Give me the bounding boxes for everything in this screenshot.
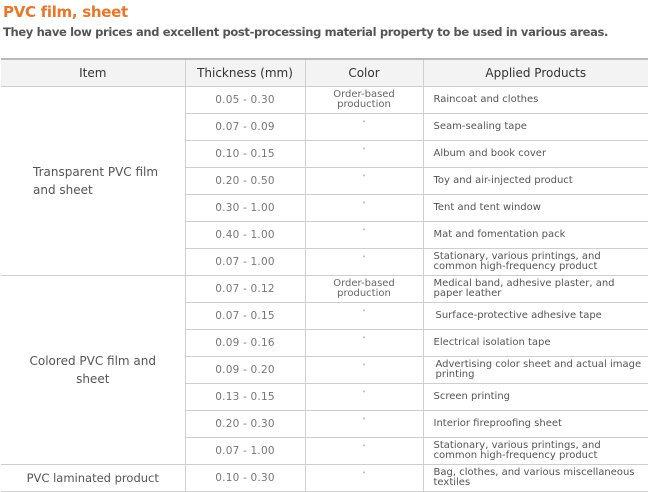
header-item: Item [1, 59, 185, 87]
applied-product-cell: Seam-sealing tape [423, 114, 648, 141]
color-cell: Order-based production [305, 276, 423, 303]
ditto-mark: " [362, 147, 366, 154]
ditto-mark: " [362, 336, 366, 343]
header-thickness: Thickness (mm) [185, 59, 305, 87]
thickness-cell: 0.07 - 0.12 [185, 276, 305, 303]
color-cell [305, 411, 423, 438]
thickness-cell: 0.40 - 1.00 [185, 222, 305, 249]
applied-product-cell: Tent and tent window [423, 195, 648, 222]
thickness-cell: 0.09 - 0.16 [185, 330, 305, 357]
applied-product-cell: Stationary, various printings, and common high-frequency product [423, 438, 648, 465]
color-cell [305, 303, 423, 330]
item-name: Transparent PVC film and sheet [1, 87, 185, 276]
applied-product-cell: Advertising color sheet and actual image printing [423, 357, 648, 384]
table-row [1, 87, 648, 114]
thickness-cell: 0.07 - 0.09 [185, 114, 305, 141]
ditto-mark: " [362, 309, 366, 316]
item-name: Colored PVC film and sheet [1, 276, 185, 465]
thickness-cell: 0.07 - 1.00 [185, 249, 305, 276]
color-cell [305, 330, 423, 357]
thickness-cell: 0.07 - 0.15 [185, 303, 305, 330]
ditto-mark: " [362, 255, 366, 262]
header-color: Color [305, 59, 423, 87]
applied-product-cell: Electrical isolation tape [423, 330, 648, 357]
ditto-mark: " [362, 390, 366, 397]
thickness-cell: 0.30 - 1.00 [185, 195, 305, 222]
ditto-mark: " [362, 471, 366, 478]
applied-product-cell: Screen printing [423, 384, 648, 411]
applied-product-cell: Interior fireproofing sheet [423, 411, 648, 438]
thickness-cell: 0.09 - 0.20 [185, 357, 305, 384]
applied-product-cell: Stationary, various printings, and common high-frequency product [423, 249, 648, 276]
applied-product-cell: Raincoat and clothes [423, 87, 648, 114]
thickness-cell: 0.05 - 0.30 [185, 87, 305, 114]
color-cell [305, 357, 423, 384]
thickness-cell: 0.07 - 1.00 [185, 438, 305, 465]
ditto-mark: " [362, 201, 366, 208]
applied-product-cell: Surface-protective adhesive tape [423, 303, 648, 330]
thickness-cell: 0.13 - 0.15 [185, 384, 305, 411]
color-cell [305, 141, 423, 168]
page-subtitle: They have low prices and excellent post-processing material property to be used in various areas. [3, 25, 609, 39]
color-cell [305, 438, 423, 465]
color-cell [305, 249, 423, 276]
thickness-cell: 0.10 - 0.15 [185, 141, 305, 168]
table-header-row [1, 59, 648, 87]
applied-product-cell: Bag, clothes, and various miscellaneous textiles [423, 465, 648, 492]
color-cell [305, 222, 423, 249]
ditto-mark: " [362, 120, 366, 127]
table-row [1, 276, 648, 303]
ditto-mark: " [362, 174, 366, 181]
header-applied-products: Applied Products [423, 59, 648, 87]
item-name: PVC laminated product [1, 465, 185, 492]
table-row [1, 465, 648, 492]
ditto-mark: " [362, 363, 366, 370]
ditto-mark: " [362, 228, 366, 235]
color-cell [305, 168, 423, 195]
color-cell [305, 195, 423, 222]
thickness-cell: 0.10 - 0.30 [185, 465, 305, 492]
applied-product-cell: Album and book cover [423, 141, 648, 168]
applied-product-cell: Medical band, adhesive plaster, and paper leather [423, 276, 648, 303]
page-title: PVC film, sheet [3, 3, 128, 21]
table-body [1, 87, 648, 492]
thickness-cell: 0.20 - 0.50 [185, 168, 305, 195]
ditto-mark: " [362, 417, 366, 424]
applied-product-cell: Toy and air-injected product [423, 168, 648, 195]
applied-product-cell: Mat and fomentation pack [423, 222, 648, 249]
color-cell [305, 384, 423, 411]
color-cell: Order-based production [305, 87, 423, 114]
thickness-cell: 0.20 - 0.30 [185, 411, 305, 438]
pvc-spec-table [1, 58, 648, 492]
color-cell [305, 465, 423, 492]
color-cell [305, 114, 423, 141]
ditto-mark: " [362, 444, 366, 451]
